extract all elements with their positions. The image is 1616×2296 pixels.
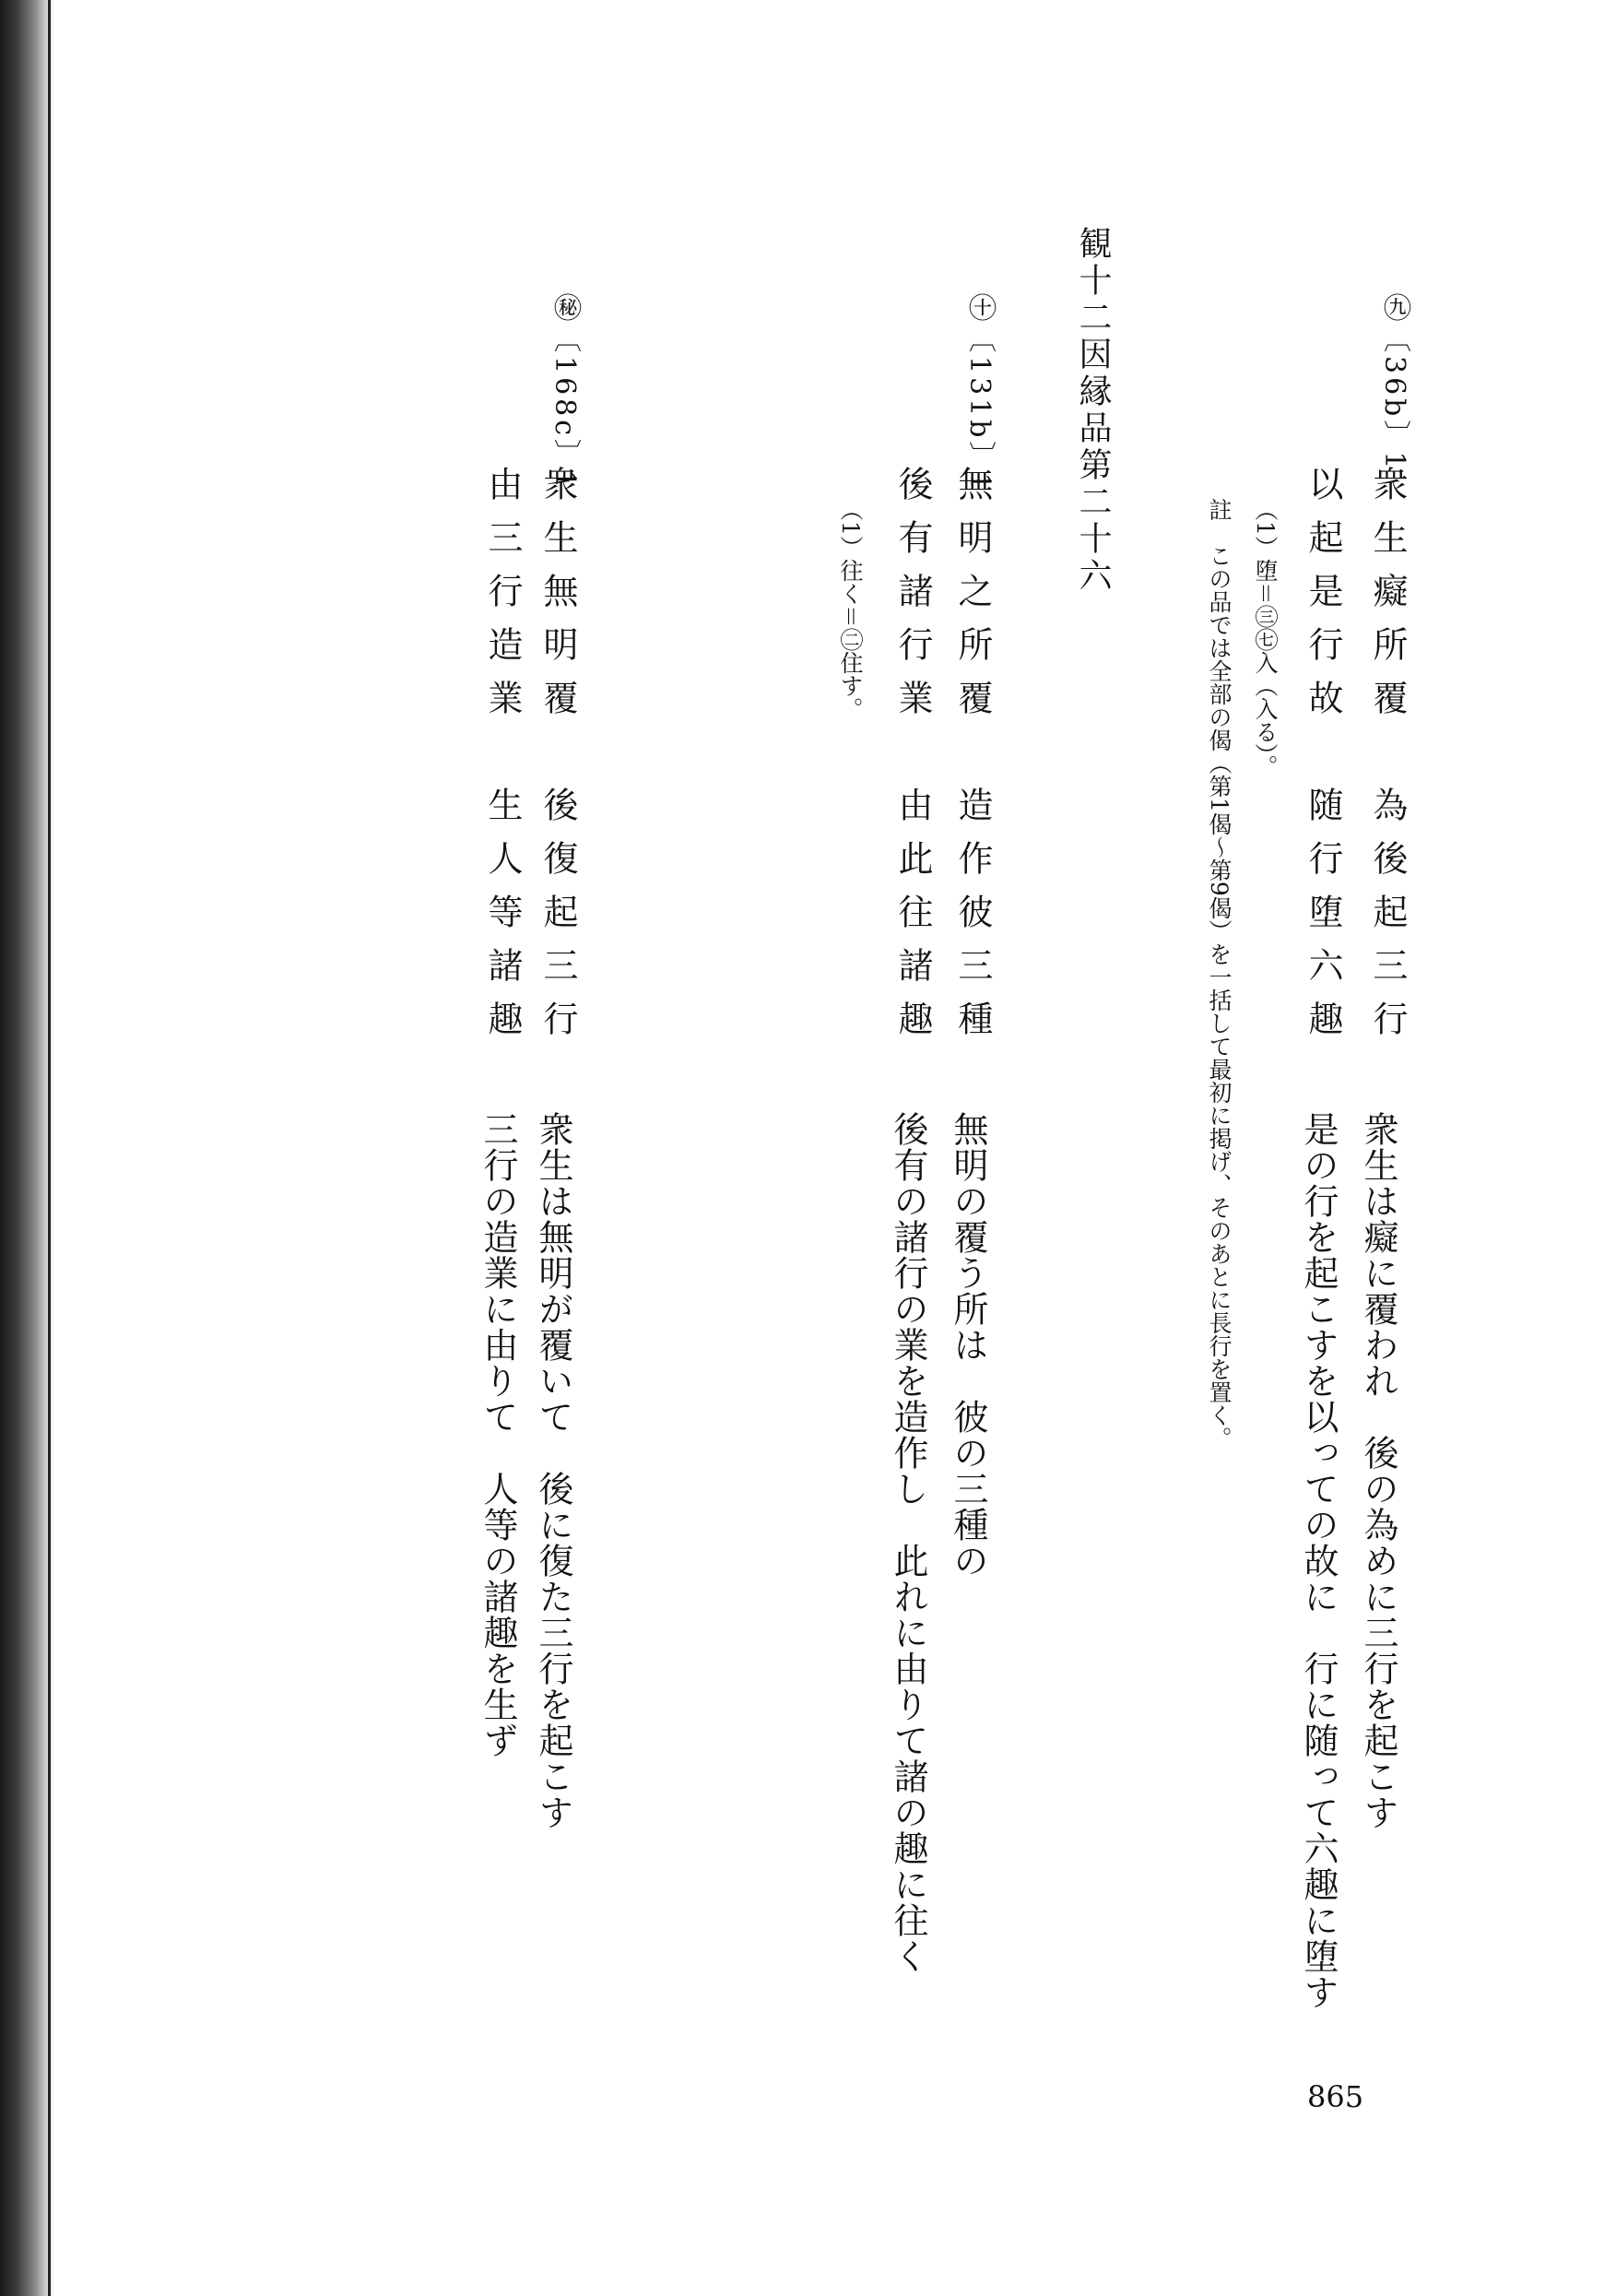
footnote: （1）堕＝㊂㊆入（入る）。: [1252, 498, 1279, 778]
verse-ref-2: ㊉〔131b〕1: [963, 293, 996, 494]
verse-line: 由三行造業 生人等諸趣: [482, 466, 523, 1054]
book-spine-shadow: [0, 0, 55, 2296]
verse-ref-1: ㊈〔36b〕1: [1378, 293, 1410, 473]
running-header: 観十二因縁品第二十六: [1074, 226, 1112, 595]
gloss-line: 是の行を起こすを以っての故に 行に随って六趣に堕す: [1298, 1111, 1339, 2010]
verse-line: 衆生無明覆 後復起三行: [537, 466, 578, 1054]
verse-line: 以起是行故 随行堕六趣: [1303, 466, 1343, 1054]
verse-line: 無明之所覆 造作彼三種: [952, 466, 993, 1054]
verse-line: 衆生癡所覆 為後起三行: [1367, 466, 1408, 1054]
page-number: 865: [1307, 2079, 1364, 2114]
footnote: （1）往く＝㊁住す。: [837, 498, 864, 720]
verse-line: 後有諸行業 由此往諸趣: [892, 466, 933, 1054]
verse-ref-3: ㊙〔168c〕1: [548, 293, 581, 492]
gloss-line: 衆生は癡に覆われ 後の為めに三行を起こす: [1358, 1111, 1398, 1830]
editorial-note: 註 この品では全部の偈（第1偈〜第9偈）を一括して最初に掲げ、そのあとに長行を置く。: [1206, 498, 1233, 1450]
gloss-line: 後有の諸行の業を造作し 此れに由りて諸の趣に往く: [888, 1111, 928, 1974]
gloss-line: 衆生は無明が覆いて 後に復た三行を起こす: [533, 1111, 573, 1830]
gutter-line: [48, 0, 51, 2296]
gloss-line: 三行の造業に由りて 人等の諸趣を生ず: [478, 1111, 518, 1758]
gloss-line: 無明の覆う所は 彼の三種の: [948, 1111, 988, 1579]
